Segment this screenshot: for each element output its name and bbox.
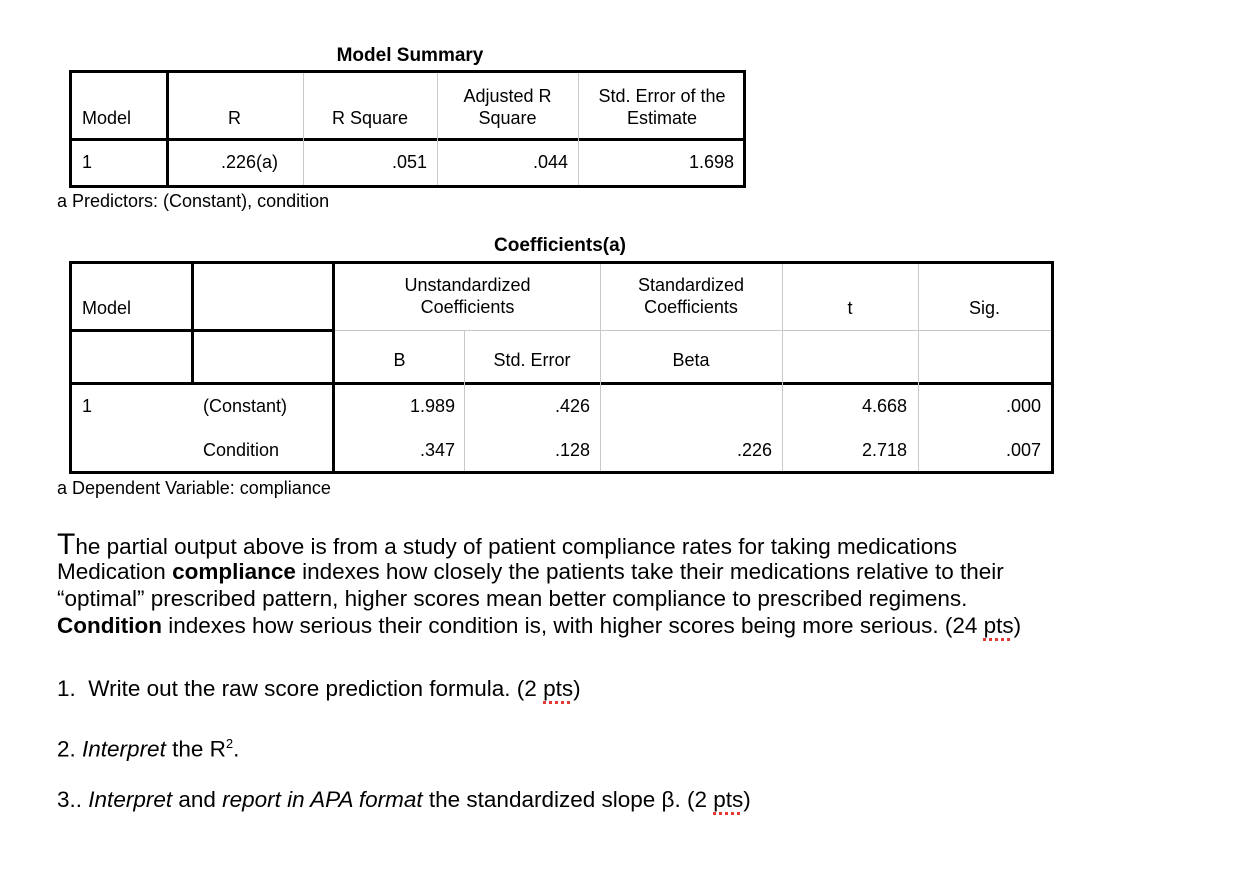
- row-r: .226(a): [220, 152, 278, 172]
- coef-header-standardized: Standardized Coefficients: [637, 275, 745, 317]
- coefficients-footnote: a Dependent Variable: compliance: [57, 478, 331, 498]
- coef-row1-b: 1.989: [409, 396, 455, 416]
- coef-row1-label: (Constant): [203, 396, 288, 416]
- coef-row1-se: .426: [554, 396, 590, 416]
- coef-header-unstandardized: Unstandardized Coefficients: [404, 275, 531, 317]
- coef-header-t: t: [847, 298, 853, 318]
- description-line-2: Medication compliance indexes how closely the patients take their medications relative to their: [57, 559, 1004, 584]
- coef-row2-b: .347: [419, 440, 455, 460]
- coef-row1-model: 1: [82, 396, 93, 416]
- coefficients-title: Coefficients(a): [494, 235, 626, 256]
- coef-row2-label: Condition: [203, 440, 280, 460]
- row-std-error: 1.698: [688, 152, 734, 172]
- header-r: R: [228, 108, 241, 128]
- row-r-square: .051: [391, 152, 427, 172]
- coef-subheader-beta: Beta: [672, 350, 710, 370]
- description-paragraph: [57, 528, 1217, 640]
- coef-header-sig: Sig.: [968, 298, 1001, 318]
- question-1: 1. Write out the raw score prediction formula. (2 pts): [57, 676, 581, 701]
- header-r-square: R Square: [331, 108, 409, 128]
- coef-subheader-std-error: Std. Error: [493, 350, 571, 370]
- coef-row2-sig: .007: [1005, 440, 1041, 460]
- spellcheck-pts: pts: [983, 613, 1014, 638]
- row-model: 1: [82, 152, 93, 172]
- row-adjusted-r-square: .044: [532, 152, 568, 172]
- spellcheck-pts: pts: [543, 676, 574, 701]
- coef-row2-se: .128: [554, 440, 590, 460]
- spellcheck-pts: pts: [713, 787, 744, 812]
- coef-row2-t: 2.718: [861, 440, 907, 460]
- coef-subheader-b: B: [393, 350, 406, 370]
- coef-row1-sig: .000: [1005, 396, 1041, 416]
- question-2: 2. Interpret the $R^2$.: [57, 736, 240, 762]
- header-adjusted-r-square: Adjusted R Square: [463, 86, 552, 128]
- coef-header-model: Model: [82, 298, 132, 318]
- description-line-1: The partial output above is from a study of patient compliance rates for taking medications: [57, 528, 958, 561]
- description-line-4: Condition indexes how serious their condition is, with higher scores being more serious. (24 pts): [57, 613, 1022, 638]
- question-3: 3.. Interpret and report in APA format the standardized slope β. (2 pts): [57, 787, 751, 812]
- model-summary-footnote: a Predictors: (Constant), condition: [57, 191, 330, 211]
- coef-row2-beta: .226: [736, 440, 772, 460]
- header-model: Model: [82, 108, 132, 128]
- model-summary-title: Model Summary: [336, 45, 484, 66]
- coef-row1-t: 4.668: [861, 396, 907, 416]
- description-line-3: “optimal” prescribed pattern, higher scores mean better compliance to prescribed regimens.: [57, 586, 968, 611]
- header-std-error-estimate: Std. Error of the Estimate: [598, 86, 726, 128]
